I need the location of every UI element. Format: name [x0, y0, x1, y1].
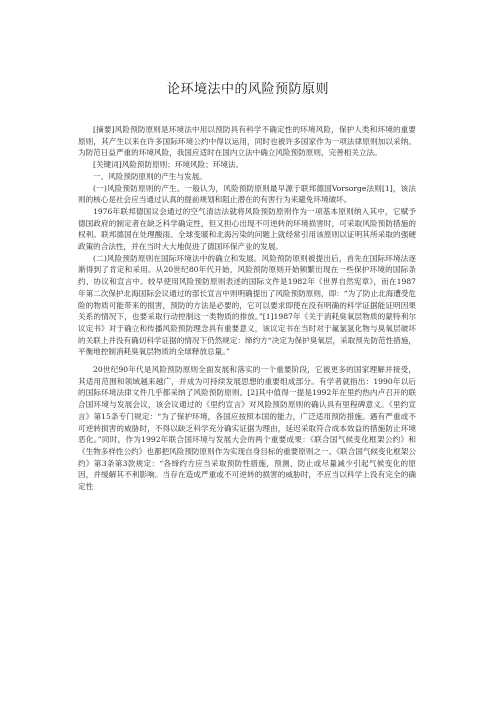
document-body: [78, 124, 416, 493]
abstract-paragraph: [摘要]风险预防原则是环境法中用以预防具有科学不确定性的环境风险，保护人类和环境的重要原则，其产生以来在许多国际环境公约中得以运用，同时也被许多国家作为一项法律原则加以采纳。为防范日益严重的环境风险，我国应适时在国内立法中确立风险预防原则，完善相关立法。: [78, 125, 416, 158]
section-heading-1: 一、风险预防原则的产生与发展。: [93, 171, 207, 181]
body-paragraph: 20世纪90年代是风险预防原则全面发展和落实的一个重要阶段，它被更多的国家理解并接受，其适用范围和领域越来越广，并成为可持续发展思想的重要组成部分。有学者就指出：1990年以后的国际环境法律文件几乎都采纳了风险预防原则。[2]其中值得一提是1992年在里约热内卢召开的联合国环境与发展会议，该会议通过的《里约宣言》对风险预防原则的确认具有里程碑意义。《里约宣言》第15条专门规定：“为了保护环境，各国应按照本国的能力，广泛适用预防措施。遇有严重或不可逆转损害的威胁时，不得以缺乏科学充分确实证据为理由，延迟采取符合成本效益的措施防止环境恶化。”同时，作为1992年联合国环境与发展大会的两个重要成果：《联合国气候变化框架公约》和《生物多样性公约》也都把风险预防原则作为实现自身目标的重要原则之一。《联合国气候变化框架公约》第3条第3款规定：“各缔约方应当采取预防性措施，预测、防止或尽量减少引起气候变化的原因，并缓解其不利影响。当存在造成严重或不可逆转的损害的威胁时，不应当以科学上没有完全的确定性: [78, 365, 416, 492]
body-paragraph: 1976年联邦德国议会通过的空气清洁法就将风险预防原则作为一项基本原则纳入其中，它赋予德国政府的制定者在缺乏科学确定性，但又担心出现不可逆转的环境损害时，可采取风险预防措施的权利。联邦德国在处理酸雨、全球变暖和北海污染的问题上就经常引用该原则以证明其所采取的强硬政策的合法性，并在当时大大地促进了德国环保产业的发展。: [78, 206, 416, 252]
document-title: 论环境法中的风险预防原则: [166, 82, 329, 97]
keywords-paragraph: [关键词]风险预防原则；环境风险；环境法。: [93, 160, 244, 170]
body-paragraph: (二)风险预防原则在国际环境法中的确立和发展。风险预防原则被提出后，首先在国际环境法逐渐得到了肯定和采用。从20世纪80年代开始，风险预防原则开始频繁出现在一些保护环境的国际条约、协议和宣言中。较早使用风险预防原则表述的国际文件是1982年《世界自然宪章》，而在1987年第二次保护北海国际会议通过的部长宣言中则明确提出了风险预防原则，即：“为了防止北海遭受危险的物质可能带来的损害，预防的方法是必要的，它可以要求即使在没有明确的科学证据能证明因果关系的情况下，也要采取行动控制这一类物质的排放。”[1]1987年《关于消耗臭氧层物质的蒙特利尔议定书》对于确立和传播风险预防理念具有重要意义，该议定书在当时对于氟氯氢化物与臭氧层破坏的关联上并没有确切科学证据的情况下仍然规定：缔约方“决定为保护臭氧层，采取预先防范性措施，平衡地控制消耗臭氧层物质的全球释放总量。”: [78, 253, 417, 357]
body-paragraph: (一)风险预防原则的产生。一般认为，风险预防原则最早源于联邦德国Vorsorge法则[1]，该法则的核心是社会应当通过认真的提前规划和阻止潜在的有害行为来避免环境破坏。: [78, 183, 416, 205]
